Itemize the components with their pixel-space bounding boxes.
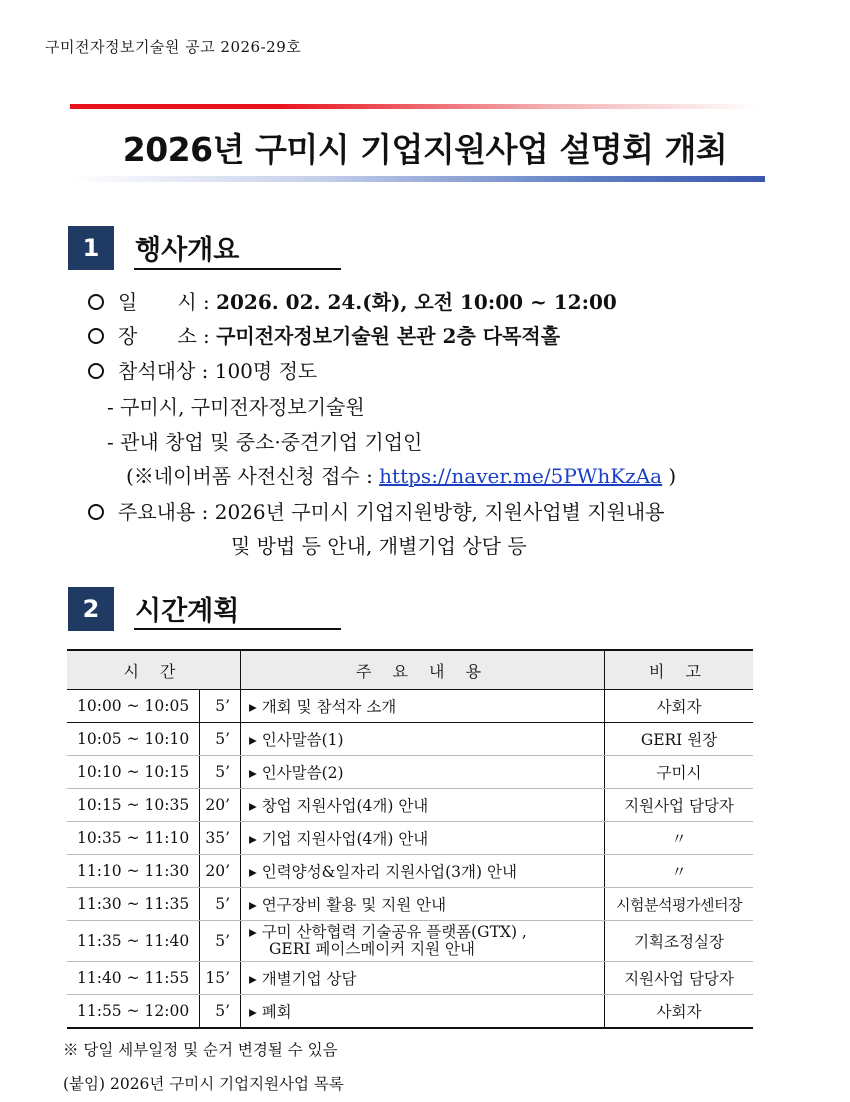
table-header-row: [67, 650, 753, 690]
table-row: [67, 888, 753, 921]
register-link[interactable]: https://naver.me/5PWhKzAa: [379, 464, 663, 488]
circle-bullet-icon: [88, 294, 104, 310]
row-minutes: 20’: [200, 789, 241, 822]
row-content: ▸ 인사말씀(2): [241, 756, 605, 789]
row-time: 11:40 ~ 11:55: [67, 962, 200, 995]
row-time: 11:30 ~ 11:35: [67, 888, 200, 921]
row-time: 10:35 ~ 11:10: [67, 822, 200, 855]
row-time: 10:00 ~ 10:05: [67, 690, 200, 723]
row-note: 시험분석평가센터장: [605, 888, 754, 921]
content-label: 주요내용: [118, 500, 196, 524]
register-row: [126, 460, 676, 489]
footnote: ※ 당일 세부일정 및 순거 변경될 수 있음: [63, 1041, 338, 1059]
target-sub1: - 구미시, 구미전자정보기술원: [107, 395, 365, 419]
date-label: 일 시: [118, 290, 197, 314]
table-row: [67, 756, 753, 789]
table-row: [67, 921, 753, 962]
date-row: 일 시 : 2026. 02. 24.(화), 오전 10:00 ~ 12:00: [88, 286, 617, 315]
target-value: 100명 정도: [214, 359, 318, 383]
row-content: ▸ 연구장비 활용 및 지원 안내: [241, 888, 605, 921]
target-label: 참석대상: [118, 359, 196, 383]
table-row: [67, 822, 753, 855]
row-minutes: 5’: [200, 888, 241, 921]
table-row: [67, 855, 753, 888]
date-value: 2026. 02. 24.(화), 오전 10:00 ~ 12:00: [216, 290, 617, 314]
title-top-bar: [70, 104, 760, 109]
header-time: 시 간: [67, 650, 241, 690]
target-row: 참석대상 : 100명 정도: [88, 355, 317, 384]
row-time: 11:35 ~ 11:40: [67, 921, 200, 962]
row-note: 〃: [605, 822, 754, 855]
circle-bullet-icon: [88, 328, 104, 344]
row-minutes: 5’: [200, 690, 241, 723]
row-minutes: 15’: [200, 962, 241, 995]
row-note: 지원사업 담당자: [605, 789, 754, 822]
row-minutes: 5’: [200, 723, 241, 756]
target-sub2: - 관내 창업 및 중소·중견기업 기업인: [107, 430, 423, 454]
row-content-line2: GERI 페이스메이커 지원 안내: [269, 940, 476, 958]
register-prefix: (※네이버폼 사전신청 접수 :: [126, 464, 380, 488]
row-note: GERI 원장: [605, 723, 754, 756]
schedule-table: [67, 649, 753, 1029]
row-minutes: 20’: [200, 855, 241, 888]
table-row: [67, 723, 753, 756]
row-content: ▸ 인력양성&일자리 지원사업(3개) 안내: [241, 855, 605, 888]
header-content: 주 요 내 용: [241, 650, 605, 690]
row-minutes: 5’: [200, 995, 241, 1029]
circle-bullet-icon: [88, 363, 104, 379]
row-note: 기획조정실장: [605, 921, 754, 962]
notice-number: 구미전자정보기술원 공고 2026-29호: [45, 38, 302, 56]
row-time: 11:10 ~ 11:30: [67, 855, 200, 888]
register-suffix: ): [662, 464, 677, 488]
row-content: ▸ 창업 지원사업(4개) 안내: [241, 789, 605, 822]
table-row: [67, 789, 753, 822]
table-row: [67, 690, 753, 723]
row-content-line1: ▸ 구미 산학협력 기술공유 플랫폼(GTX) ,: [249, 923, 527, 941]
row-content: ▸ 개별기업 상담: [241, 962, 605, 995]
section1-underline: [134, 268, 341, 270]
row-time: 10:05 ~ 10:10: [67, 723, 200, 756]
content-line2: 및 방법 등 안내, 개별기업 상담 등: [231, 534, 527, 558]
circle-bullet-icon: [88, 504, 104, 520]
row-note: 사회자: [605, 690, 754, 723]
table-row: [67, 995, 753, 1029]
section2-underline: [134, 628, 341, 630]
row-note: 구미시: [605, 756, 754, 789]
attachment-note: (붙임) 2026년 구미시 기업지원사업 목록: [63, 1075, 344, 1093]
section2-number: 2: [68, 587, 114, 631]
page-title: 2026년 구미시 기업지원사업 설명회 개최: [122, 130, 728, 169]
row-minutes: 35’: [200, 822, 241, 855]
row-time: 10:10 ~ 10:15: [67, 756, 200, 789]
row-minutes: 5’: [200, 756, 241, 789]
content-line1: 2026년 구미시 기업지원방향, 지원사업별 지원내용: [214, 500, 665, 524]
content-row: 주요내용 : 2026년 구미시 기업지원방향, 지원사업별 지원내용: [88, 496, 665, 525]
table-row: [67, 962, 753, 995]
row-content: ▸ 기업 지원사업(4개) 안내: [241, 822, 605, 855]
row-time: 11:55 ~ 12:00: [67, 995, 200, 1029]
section1-number: 1: [68, 226, 114, 270]
place-label: 장 소: [118, 324, 197, 348]
place-value: 구미전자정보기술원 본관 2층 다목적홀: [216, 324, 561, 348]
section2-title: 시간계획: [135, 596, 240, 627]
title-bottom-bar: [70, 176, 765, 182]
row-content: [241, 921, 605, 962]
place-row: 장 소 : 구미전자정보기술원 본관 2층 다목적홀: [88, 320, 560, 349]
section1-title: 행사개요: [135, 235, 240, 266]
row-content: ▸ 인사말씀(1): [241, 723, 605, 756]
row-note: 지원사업 담당자: [605, 962, 754, 995]
row-content: ▸ 폐회: [241, 995, 605, 1029]
row-note: 사회자: [605, 995, 754, 1029]
row-time: 10:15 ~ 10:35: [67, 789, 200, 822]
row-minutes: 5’: [200, 921, 241, 962]
row-note: 〃: [605, 855, 754, 888]
row-content: ▸ 개회 및 참석자 소개: [241, 690, 605, 723]
header-note: 비 고: [605, 650, 754, 690]
